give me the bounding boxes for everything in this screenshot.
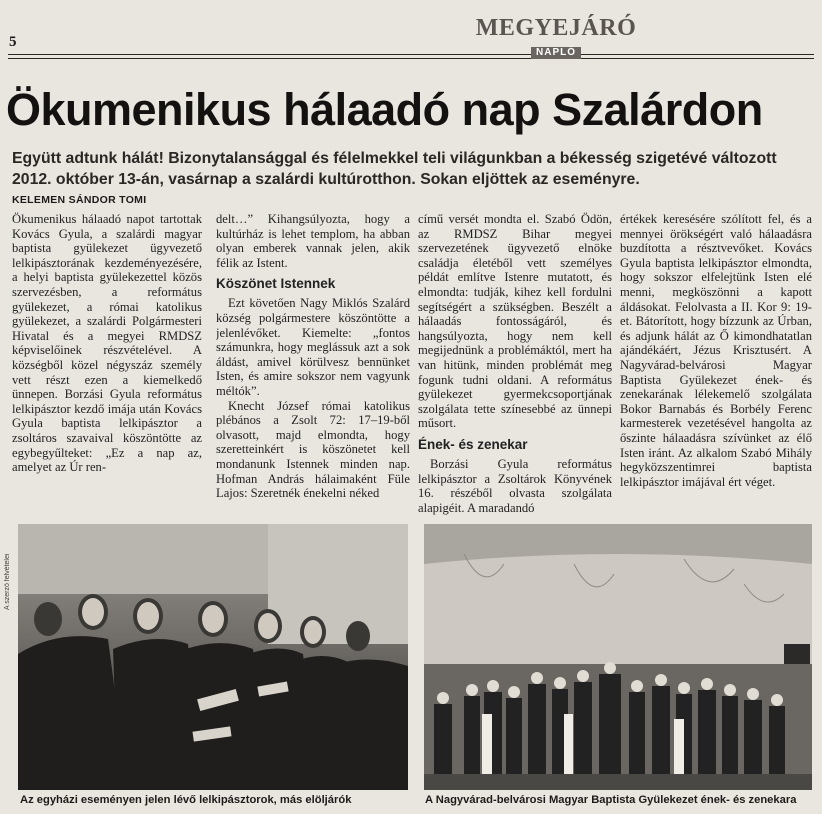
article-lead: Együtt adtunk hálát! Bizonytalansággal és félelmekkel teli világunkban a békesség szigetévé változott 2012. október 13-án, vasárnap a szalárdi kultúrotthon. Sokan eljöttek az eseményre.	[12, 150, 777, 188]
choir-illustration	[424, 524, 812, 790]
page-number: 5	[9, 34, 17, 50]
masthead-title: MEGYEJÁRÓ	[475, 15, 637, 41]
article-byline: KELEMEN SÁNDOR TOMI	[12, 194, 147, 206]
paragraph: Knecht József római katolikus plébános a Zsolt 72: 17–19-ből olvasott, majd elmondta, hogy szeretteinkért is köszönetet kell mondanunk Istennek minden nap. Hofman András hálaimaként Füle Lajos: Szeretnék énekelni néked	[216, 398, 410, 501]
photo-audience	[18, 524, 408, 790]
audience-illustration	[18, 524, 408, 790]
paragraph: értékek keresésére szólított fel, és a mennyei örökségért való hálaadásra buzdította a résztvevőket. Kovács Gyula baptista lelkipásztor elmondta, hogy sokszor elfelejtünk Isten elé menni, megköszönni a kapott áldásokat. Felolvasta a II. Kor 9: 19-et. Bátorított, hogy bízzunk az Úrban, és adjunk hálát az Ő kimondhatatlan ajándékáért, Jézus Krisztusért. A Nagyvárad-belvárosi Magyar Baptista Gyülekezet ének- és zenekarának lélekemelő szolgálata Bokor Barnabás és Borbély Ferenc karmesterek vezetésével hangolta az őszinte hálaadásra szívünket az élő Isten iránt. Az alkalom Szabó Mihály hegyközszentimrei baptista lelkipásztor imájával ért véget.	[620, 212, 812, 489]
paragraph: Ökumenikus hálaadó napot tartottak Kovács Gyula, a szalárdi magyar baptista gyülekezet ügyvezető lelkipásztorának kezdeményezésére, a helyi baptista gyülekezettel közös szervezésben, a református gyülekezet, a római katolikus gyülekezet, a szalárdi Polgármesteri Hivatal és a megyei RMDSZ képviselőinek részvételével. A községből közel négyszáz személy vett részt ezen a kiemelkedő ünnepen. Borzási Gyula református lelkipásztor kezdő imája után Kovács Gyula baptista lelkipásztor a zsoltáros szavaival köszöntötte az egybegyűlteket: „Ez a nap az, amelyet az Úr ren-	[12, 212, 202, 475]
paragraph: című versét mondta el. Szabó Ödön, az RMDSZ Bihar megyei szervezetének ügyvezető elnöke családja életéből vett személyes példát említve Istenre mutatott, és elmondta: tudják, kihez kell fordulni segítségért a szükségben. Beszélt a hálaadás fontosságáról, és hangsúlyozta, hogy nem kell megijednünk a problémáktól, mert ha van hitünk, minden problémát meg fogunk tudni oldani. A református gyülekezet gyermekcsoportjának szolgálata tette színesebbé az ünnepi műsort.	[418, 212, 612, 431]
subheading-enek-zenekar: Ének- és zenekar	[418, 436, 528, 452]
paragraph: Borzási Gyula református lelkipásztor a Zsoltárok Könyvének 16. részéből olvasta szolgálata alapigéit. A maradandó	[418, 456, 612, 515]
article-column-2	[216, 212, 410, 516]
article-column-4	[620, 212, 812, 516]
header-rule-bottom	[8, 58, 814, 59]
article-column-3	[418, 212, 612, 516]
caption-right-photo: A Nagyvárad-belvárosi Magyar Baptista Gyülekezet ének- és zenekara	[425, 794, 797, 806]
photo-choir-orchestra	[424, 524, 812, 790]
paragraph: Ezt követően Nagy Miklós Szalárd község polgármestere köszöntötte a jelenlévőket. Kiemelte: „fontos számunkra, hogy meglássuk azt a sok áldást, amivel körülvesz bennünket Isten, és amire sokszor nem vagyunk méltók”.	[216, 296, 410, 398]
caption-left-photo: Az egyházi eseményen jelen lévő lelkipásztorok, más elöljárók	[20, 794, 352, 806]
subheading-koszonet: Köszönet Istennek	[216, 276, 336, 292]
header-rule-top	[8, 54, 814, 55]
paragraph: delt…” Kihangsúlyozta, hogy a kultúrház is lehet templom, ha abban olyan emberek vannak jelen, akik félik az Istent.	[216, 212, 410, 270]
masthead-subtitle: NAPLÓ	[531, 47, 581, 59]
article-headline: Ökumenikus hálaadó nap Szalárdon	[6, 84, 763, 135]
photo-credit: A szerző felvételei	[4, 553, 11, 610]
article-column-1	[12, 212, 202, 516]
masthead	[458, 14, 654, 60]
